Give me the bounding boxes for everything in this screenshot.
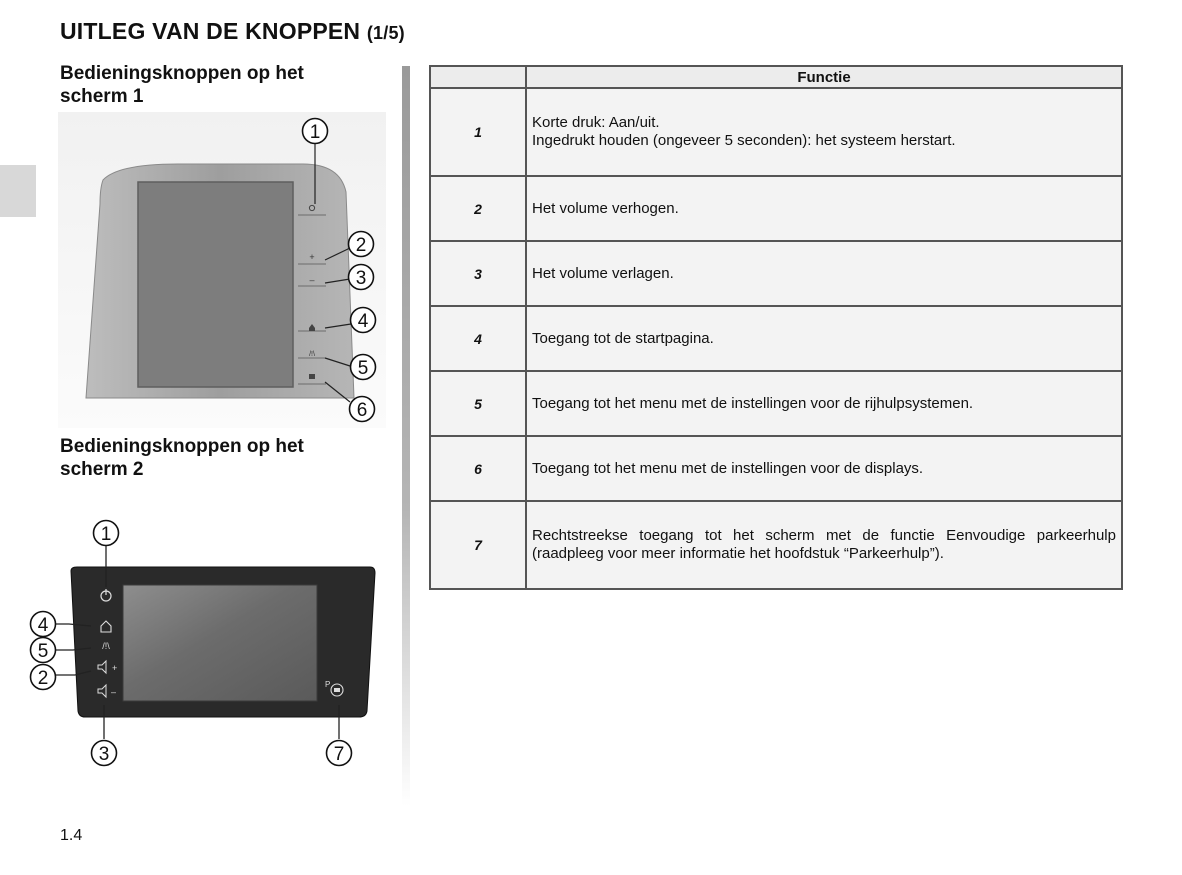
- callout-1: [303, 119, 328, 144]
- plus-icon: [309, 252, 314, 262]
- table-header-row: [430, 66, 1122, 88]
- callout-7: [327, 741, 352, 766]
- svg-text:7: 7: [333, 744, 345, 765]
- table-header-function: Functie: [526, 66, 1122, 88]
- table-cell-number: 2: [430, 176, 526, 241]
- table-row: [430, 371, 1122, 436]
- callout-4: [351, 308, 376, 333]
- table-cell-line: Toegang tot de startpagina.: [532, 329, 714, 347]
- callout-6: [350, 397, 375, 422]
- table-cell-number: 1: [430, 88, 526, 176]
- svg-text:3: 3: [355, 268, 367, 289]
- table-row: [430, 306, 1122, 371]
- table-cell-function: [526, 436, 1122, 501]
- page-title: [60, 18, 405, 45]
- svg-text:–: –: [111, 687, 117, 697]
- svg-text:5: 5: [357, 358, 369, 379]
- table-cell-line: Het volume verhogen.: [532, 199, 679, 217]
- callout-4: [31, 612, 56, 637]
- table-cell-function: [526, 501, 1122, 589]
- table-cell-number: 5: [430, 371, 526, 436]
- svg-text:+: +: [309, 252, 315, 262]
- table-cell-line: Toegang tot het menu met de instellingen voor de displays.: [532, 459, 924, 477]
- table-cell-number: 6: [430, 436, 526, 501]
- heading-screen-1: Bedieningsknoppen op het scherm 1: [60, 63, 304, 107]
- callout-2: [31, 665, 56, 690]
- heading-screen-2: Bedieningsknoppen op het scherm 2: [60, 436, 304, 480]
- svg-text:1: 1: [100, 524, 112, 545]
- callout-5: [31, 638, 56, 663]
- table-row: [430, 176, 1122, 241]
- table-cell-number: 3: [430, 241, 526, 306]
- callout-3: [349, 265, 374, 290]
- callout-3: [92, 741, 117, 766]
- svg-text:–: –: [309, 275, 315, 285]
- table-row: [430, 88, 1122, 176]
- table-cell-line: Korte druk: Aan/uit.: [532, 114, 660, 131]
- svg-text:1: 1: [309, 122, 321, 143]
- display-icon: [309, 374, 315, 379]
- column-divider: [402, 66, 410, 806]
- table-row: [430, 436, 1122, 501]
- function-table: [429, 65, 1123, 590]
- svg-text:5: 5: [37, 641, 49, 662]
- table-row: [430, 501, 1122, 589]
- table-cell-number: 4: [430, 306, 526, 371]
- screen-1-figure: [58, 112, 386, 428]
- svg-text:3: 3: [98, 744, 110, 765]
- chapter-side-tab: [0, 165, 36, 217]
- svg-text:+: +: [112, 663, 118, 673]
- screen-2-figure: [25, 515, 385, 775]
- svg-text:P: P: [325, 680, 331, 689]
- table-cell-function: [526, 371, 1122, 436]
- table-cell-function: [526, 306, 1122, 371]
- svg-text:/!\: /!\: [309, 351, 315, 358]
- page-title-suffix: (1/5): [366, 23, 405, 43]
- svg-text:4: 4: [357, 311, 369, 332]
- table-cell-line: Rechtstreekse toegang tot het scherm met de functie Eenvoudige parkeerhulp (raadpleeg voor meer informatie het hoofdstuk “Parkeerhulp”).: [532, 527, 1116, 562]
- svg-text:2: 2: [37, 668, 49, 689]
- minus-icon: [309, 275, 314, 285]
- table-cell-function: [526, 241, 1122, 306]
- table-cell-number: 7: [430, 501, 526, 589]
- table-cell-function: [526, 88, 1122, 176]
- driving-assist-icon: [309, 351, 315, 358]
- table-cell-line: Het volume verlagen.: [532, 264, 674, 282]
- page-title-text: UITLEG VAN DE KNOPPEN: [60, 18, 361, 44]
- svg-text:4: 4: [37, 615, 49, 636]
- svg-text:/!\: /!\: [102, 641, 110, 651]
- page-number: 1.4: [60, 827, 83, 844]
- svg-text:2: 2: [355, 235, 367, 256]
- table-cell-line: Toegang tot het menu met de instellingen voor de rijhulpsystemen.: [532, 394, 974, 412]
- table-cell-function: [526, 176, 1122, 241]
- callout-5: [351, 355, 376, 380]
- callout-2: [349, 232, 374, 257]
- callout-1: [94, 521, 119, 546]
- svg-text:6: 6: [356, 400, 368, 421]
- table-row: [430, 241, 1122, 306]
- table-header-number: [430, 66, 526, 88]
- table-cell-line: Ingedrukt houden (ongeveer 5 seconden): het systeem herstart.: [532, 132, 956, 149]
- driving-assist-icon: [102, 641, 110, 651]
